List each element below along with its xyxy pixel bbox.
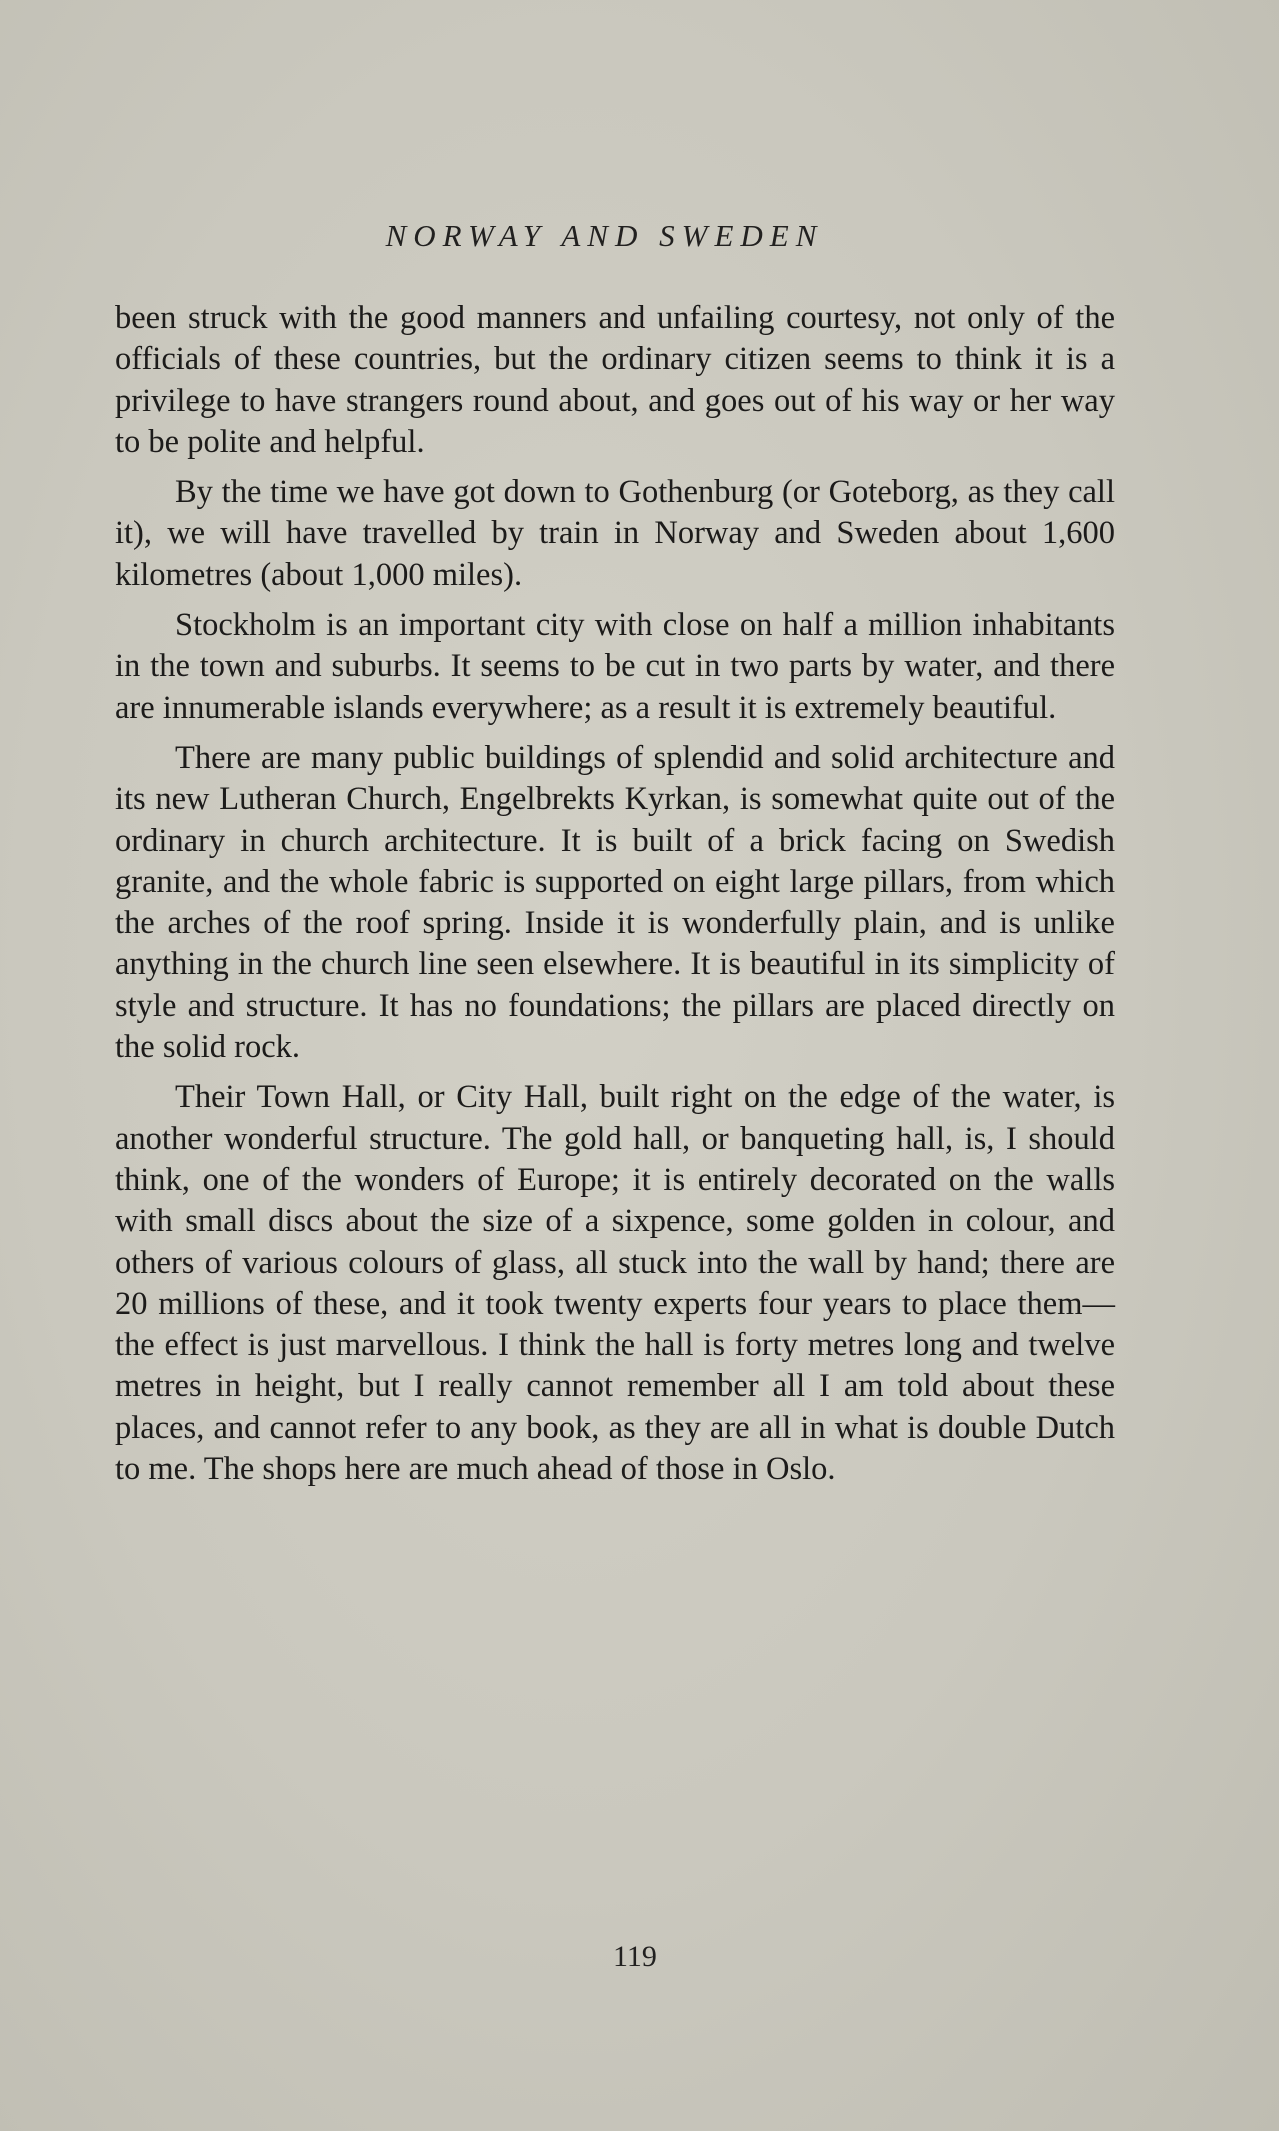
running-head: NORWAY AND SWEDEN [385, 218, 824, 253]
paragraph-gothenburg: By the time we have got down to Gothenburg (or Goteborg, as they call it), we will have travelled by train in Norway and Sweden about 1,600 kilometres (about 1,000 miles). [115, 474, 1115, 593]
paragraph-stockholm: Stockholm is an important city with close on half a million inhabitants in the town and suburbs. It seems to be cut in two parts by water, and there are innumerable islands everywhere; as a result it is extremely beautiful. [115, 607, 1115, 726]
paragraph-church: There are many public buildings of splendid and solid architecture and its new Lutheran Church, Engelbrekts Kyrkan, is somewhat quite out of the ordinary in church architecture. It is built of a brick facing on Swedish granite, and the whole fabric is supported on eight large pillars, from which the arches of the roof spring. Inside it is wonderfully plain, and is unlike anything in the church line seen elsewhere. It is beautiful in its simplicity of style and structure. It has no foundations; the pillars are placed directly on the solid rock. [115, 739, 1115, 1066]
page-number: 119 [613, 1940, 657, 1973]
body-text [115, 298, 1115, 1490]
paragraph-town-hall: Their Town Hall, or City Hall, built right on the edge of the water, is another wonderful structure. The gold hall, or banqueting hall, is, I should think, one of the wonders of Europe; it is entirely decorated on the walls with small discs about the size of a sixpence, some golden in colour, and others of various colours of glass, all stuck into the wall by hand; there are 20 millions of these, and it took twenty experts four years to place them—the effect is just marvellous. I think the hall is forty metres long and twelve metres in height, but I really cannot remember all I am told about these places, and cannot refer to any book, as they are all in what is double Dutch to me. The shops here are much ahead of those in Oslo. [115, 1079, 1115, 1488]
paragraph-continued: been struck with the good manners and unfailing courtesy, not only of the officials of these countries, but the ordinary citizen seems to think it is a privilege to have strangers round about, and goes out of his way or her way to be polite and helpful. [115, 300, 1115, 460]
